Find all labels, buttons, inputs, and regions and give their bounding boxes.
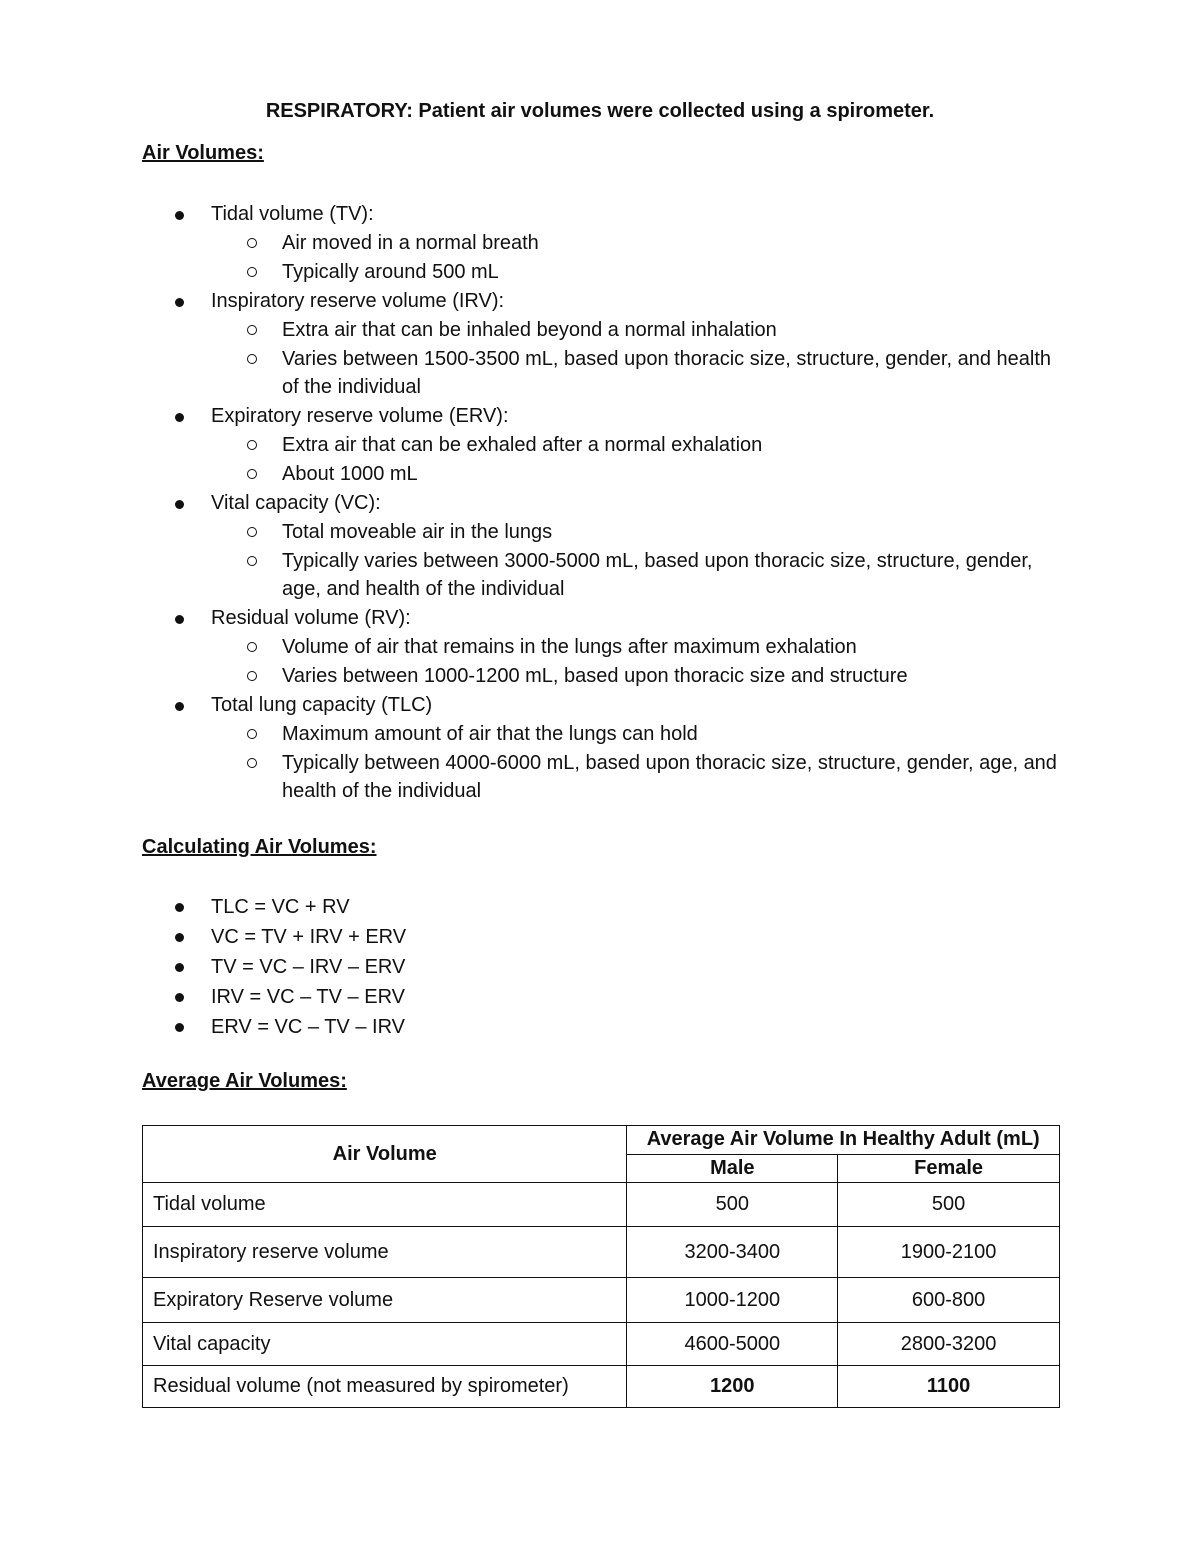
table-row: [143, 1323, 1060, 1366]
sub-item: Typically varies between 3000-5000 mL, based upon thoracic size, structure, gender, age, and health of the individual: [0, 547, 1200, 603]
row-label: Inspiratory reserve volume: [143, 1227, 627, 1278]
list-item-label: Inspiratory reserve volume (IRV):: [211, 290, 505, 312]
circle-bullet-icon: [247, 556, 257, 566]
list-item-formula: VC = TV + IRV + ERV: [0, 922, 1200, 952]
list-item-label: Expiratory reserve volume (ERV):: [211, 405, 509, 427]
sub-item: Air moved in a normal breath: [0, 229, 1200, 257]
circle-bullet-icon: [247, 238, 257, 248]
row-label: Vital capacity: [143, 1323, 627, 1366]
header-group: Average Air Volume In Healthy Adult (mL): [627, 1126, 1060, 1155]
circle-bullet-icon: [247, 758, 257, 768]
male-value: 1200: [627, 1366, 838, 1408]
circle-bullet-icon: [247, 729, 257, 739]
average-air-volume-table: [142, 1125, 1060, 1408]
list-item-label: Residual volume (RV):: [211, 607, 411, 629]
male-value: 4600-5000: [627, 1323, 838, 1366]
header-female: Female: [838, 1154, 1060, 1183]
circle-bullet-icon: [247, 354, 257, 364]
list-item-formula: TLC = VC + RV: [0, 892, 1200, 922]
male-value: 1000-1200: [627, 1278, 838, 1323]
male-value: 3200-3400: [627, 1227, 838, 1278]
row-label: Tidal volume: [143, 1183, 627, 1227]
row-label: Residual volume (not measured by spirometer): [143, 1366, 627, 1408]
bullet-icon: [175, 933, 184, 942]
header-male: Male: [627, 1154, 838, 1183]
table-row: [143, 1227, 1060, 1278]
circle-bullet-icon: [247, 440, 257, 450]
circle-bullet-icon: [247, 267, 257, 277]
sub-item: Volume of air that remains in the lungs after maximum exhalation: [0, 633, 1200, 661]
formula-list: [0, 892, 1200, 1042]
bullet-icon: [175, 963, 184, 972]
average-heading: Average Air Volumes:: [142, 1070, 347, 1092]
list-item-formula: ERV = VC – TV – IRV: [0, 1012, 1200, 1042]
circle-bullet-icon: [247, 325, 257, 335]
list-item-label: Total lung capacity (TLC): [211, 694, 433, 716]
circle-bullet-icon: [247, 527, 257, 537]
female-value: 2800-3200: [838, 1323, 1060, 1366]
bullet-icon: [175, 903, 184, 912]
page-title: RESPIRATORY: Patient air volumes were collected using a spirometer.: [265, 100, 935, 122]
list-item-total-lung-capacity: [0, 691, 1200, 805]
list-item-formula: IRV = VC – TV – ERV: [0, 982, 1200, 1012]
list-item-label: Vital capacity (VC):: [211, 492, 381, 514]
bullet-icon: [175, 211, 184, 220]
sub-item: Varies between 1000-1200 mL, based upon thoracic size and structure: [0, 662, 1200, 690]
bullet-icon: [175, 413, 184, 422]
male-value: 500: [627, 1183, 838, 1227]
header-air-volume: Air Volume: [143, 1126, 627, 1183]
sub-item: Typically between 4000-6000 mL, based upon thoracic size, structure, gender, age, and health of the individual: [0, 749, 1200, 805]
air-volumes-heading: Air Volumes:: [142, 142, 264, 164]
bullet-icon: [175, 298, 184, 307]
sub-item: Total moveable air in the lungs: [0, 518, 1200, 546]
sub-item: Extra air that can be exhaled after a normal exhalation: [0, 431, 1200, 459]
female-value: 600-800: [838, 1278, 1060, 1323]
female-value: 1900-2100: [838, 1227, 1060, 1278]
table-row: [143, 1366, 1060, 1408]
bullet-icon: [175, 702, 184, 711]
female-value: 1100: [838, 1366, 1060, 1408]
bullet-icon: [175, 500, 184, 509]
list-item-expiratory-reserve-volume: [0, 402, 1200, 488]
sub-item: About 1000 mL: [0, 460, 1200, 488]
sub-item: Extra air that can be inhaled beyond a normal inhalation: [0, 316, 1200, 344]
female-value: 500: [838, 1183, 1060, 1227]
circle-bullet-icon: [247, 642, 257, 652]
list-item-inspiratory-reserve-volume: [0, 287, 1200, 401]
bullet-icon: [175, 615, 184, 624]
air-volumes-list: [0, 200, 1200, 806]
bullet-icon: [175, 1023, 184, 1032]
bullet-icon: [175, 993, 184, 1002]
sub-item: Maximum amount of air that the lungs can hold: [0, 720, 1200, 748]
sub-item: Varies between 1500-3500 mL, based upon thoracic size, structure, gender, and health of the individual: [0, 345, 1200, 401]
list-item-vital-capacity: [0, 489, 1200, 603]
calculating-heading: Calculating Air Volumes:: [142, 836, 377, 858]
table-row: [143, 1278, 1060, 1323]
row-label: Expiratory Reserve volume: [143, 1278, 627, 1323]
list-item-tidal-volume: [0, 200, 1200, 286]
circle-bullet-icon: [247, 469, 257, 479]
circle-bullet-icon: [247, 671, 257, 681]
list-item-label: Tidal volume (TV):: [211, 203, 374, 225]
table-row: [143, 1183, 1060, 1227]
list-item-residual-volume: [0, 604, 1200, 690]
list-item-formula: TV = VC – IRV – ERV: [0, 952, 1200, 982]
sub-item: Typically around 500 mL: [0, 258, 1200, 286]
